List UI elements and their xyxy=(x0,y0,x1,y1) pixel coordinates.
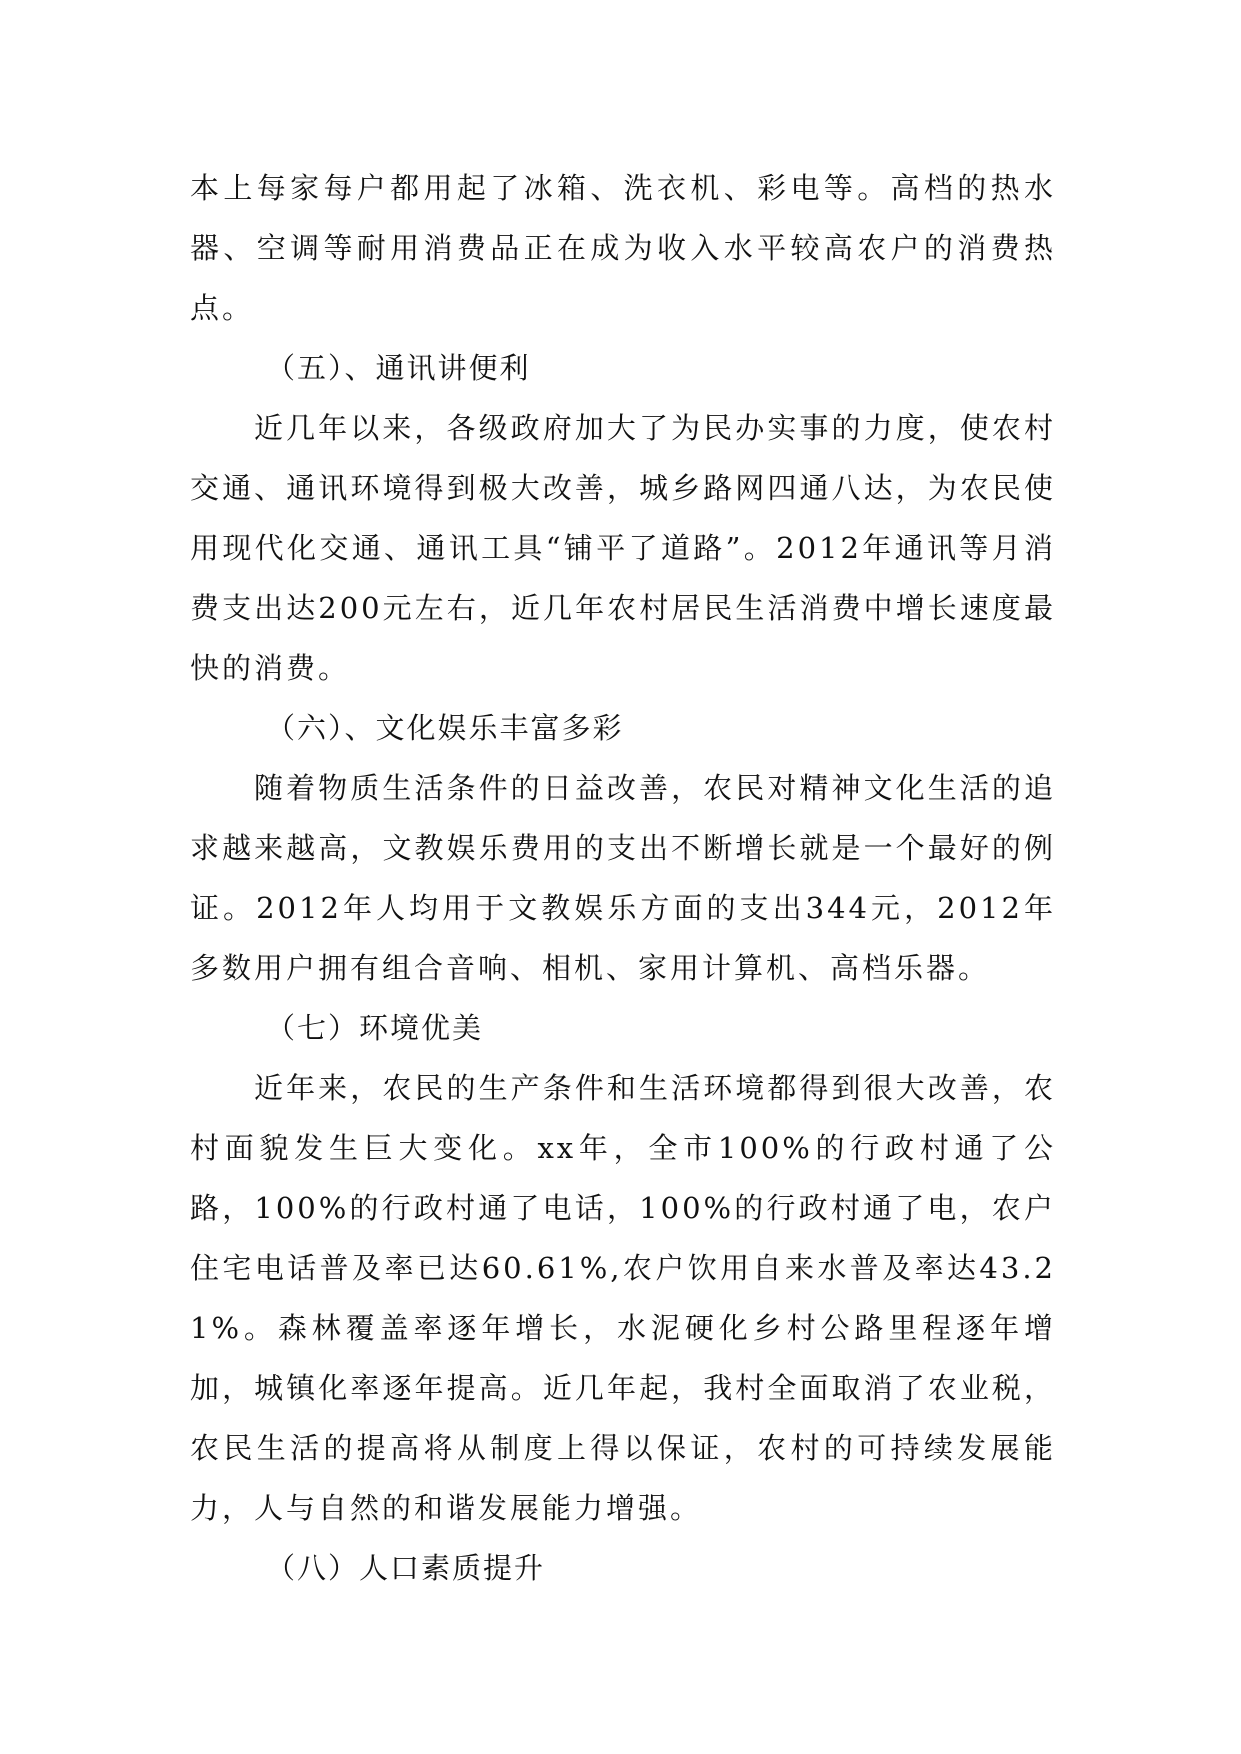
section-heading-6: （六）、文化娱乐丰富多彩 xyxy=(266,711,624,745)
body-paragraph-communication: 近几年以来，各级政府加大了为民办实事的力度，使农村交通、通讯环境得到极大改善，城乡路网四通八达，为农民使用现代化交通、通讯工具“铺平了道路”。2012年通讯等月消费支出达200元左右，近几年农村居民生活消费中增长速度最快的消费。 xyxy=(190,411,1056,685)
section-heading-8: （八）人口素质提升 xyxy=(266,1551,546,1585)
body-paragraph-environment: 近年来，农民的生产条件和生活环境都得到很大改善，农村面貌发生巨大变化。xx年，全市100%的行政村通了公路，100%的行政村通了电话，100%的行政村通了电，农户住宅电话普及率已达60.61%,农户饮用自来水普及率达43.21%。森林覆盖率逐年增长，水泥硬化乡村公路里程逐年增加，城镇化率逐年提高。近几年起，我村全面取消了农业税，农民生活的提高将从制度上得以保证，农村的可持续发展能力，人与自然的和谐发展能力增强。 xyxy=(190,1071,1056,1525)
section-heading-7: （七）环境优美 xyxy=(266,1011,484,1045)
body-paragraph-culture: 随着物质生活条件的日益改善，农民对精神文化生活的追求越来越高，文教娱乐费用的支出不断增长就是一个最好的例证。2012年人均用于文教娱乐方面的支出344元，2012年多数用户拥有组合音响、相机、家用计算机、高档乐器。 xyxy=(190,771,1056,985)
section-heading-5: （五）、通讯讲便利 xyxy=(266,351,531,385)
body-paragraph-continued: 本上每家每户都用起了冰箱、洗衣机、彩电等。高档的热水器、空调等耐用消费品正在成为收入水平较高农户的消费热点。 xyxy=(190,171,1056,325)
document-page xyxy=(190,158,1056,1598)
